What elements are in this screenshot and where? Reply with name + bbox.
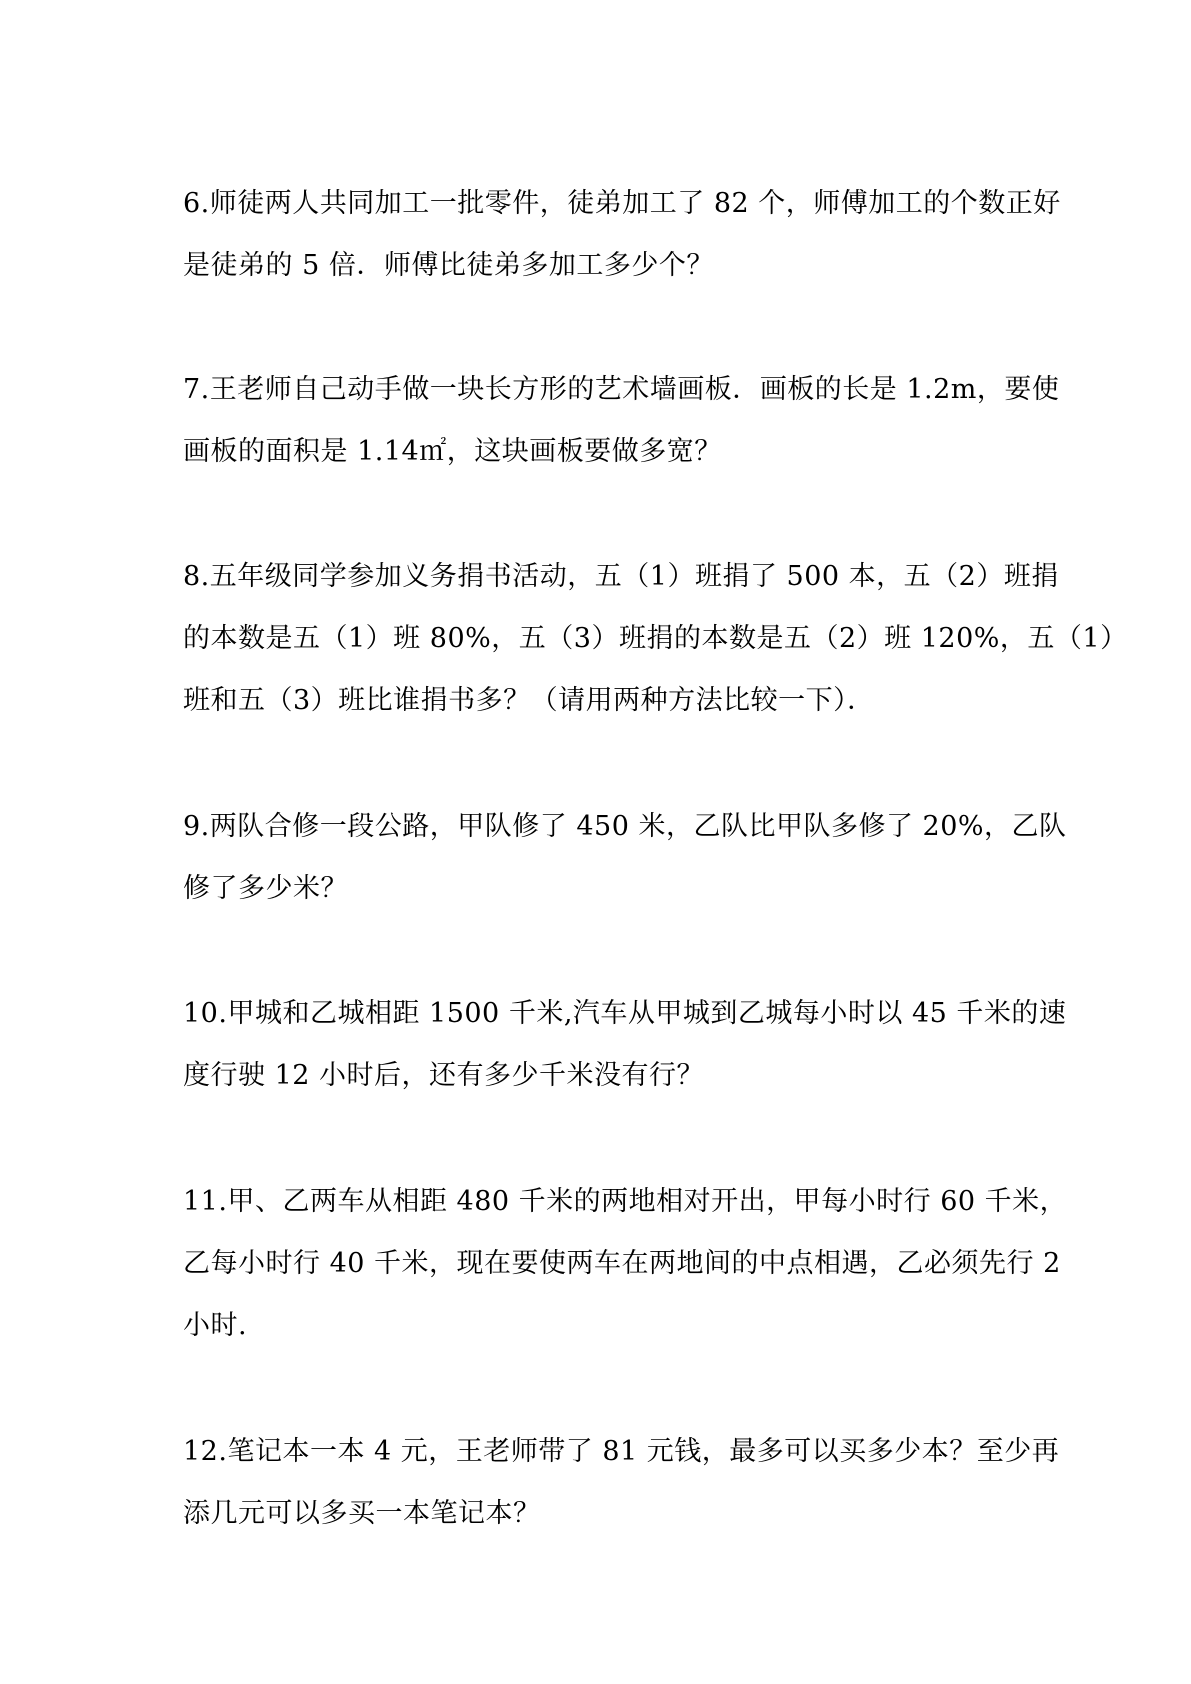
problem-10-line-1: 10.甲城和乙城相距 1500 千米,汽车从甲城到乙城每小时以 45 千米的速: [183, 998, 1067, 1029]
problem-12-line-1: 12.笔记本一本 4 元，王老师带了 81 元钱，最多可以买多少本？至少再: [183, 1436, 1060, 1467]
problem-12-line-2: 添几元可以多买一本笔记本？: [183, 1498, 541, 1529]
problem-8-line-1: 8.五年级同学参加义务捐书活动，五（1）班捐了 500 本，五（2）班捐: [183, 561, 1059, 592]
problem-7: [183, 359, 1060, 483]
problem-9-line-2: 修了多少米？: [183, 873, 348, 904]
problem-9-line-1: 9.两队合修一段公路，甲队修了 450 米，乙队比甲队多修了 20%，乙队: [183, 811, 1067, 842]
problem-6-line-1: 6.师徒两人共同加工一批零件，徒弟加工了 82 个，师傅加工的个数正好: [183, 188, 1061, 219]
problem-11-line-3: 小时.: [183, 1310, 248, 1341]
problem-11-line-1: 11.甲、乙两车从相距 480 千米的两地相对开出，甲每小时行 60 千米，: [183, 1186, 1068, 1217]
problem-9: [183, 796, 1067, 920]
problem-11: [183, 1171, 1068, 1357]
problem-8-line-3: 班和五（3）班比谁捐书多？（请用两种方法比较一下）．: [183, 685, 875, 716]
problem-6-line-2: 是徒弟的 5 倍．师傅比徒弟多加工多少个？: [183, 250, 714, 281]
problem-8: [183, 546, 1128, 732]
problem-10: [183, 983, 1067, 1107]
problem-6: [183, 173, 1061, 297]
problem-7-line-1: 7.王老师自己动手做一块长方形的艺术墙画板．画板的长是 1.2m，要使: [183, 374, 1060, 405]
problem-12: [183, 1421, 1060, 1545]
problem-11-line-2: 乙每小时行 40 千米，现在要使两车在两地间的中点相遇，乙必须先行 2: [183, 1248, 1061, 1279]
problem-10-line-2: 度行驶 12 小时后，还有多少千米没有行？: [183, 1060, 705, 1091]
problem-8-line-2: 的本数是五（1）班 80%，五（3）班捐的本数是五（2）班 120%，五（1）: [183, 623, 1128, 654]
problem-7-line-2: 画板的面积是 1.14㎡，这块画板要做多宽？: [183, 436, 722, 467]
